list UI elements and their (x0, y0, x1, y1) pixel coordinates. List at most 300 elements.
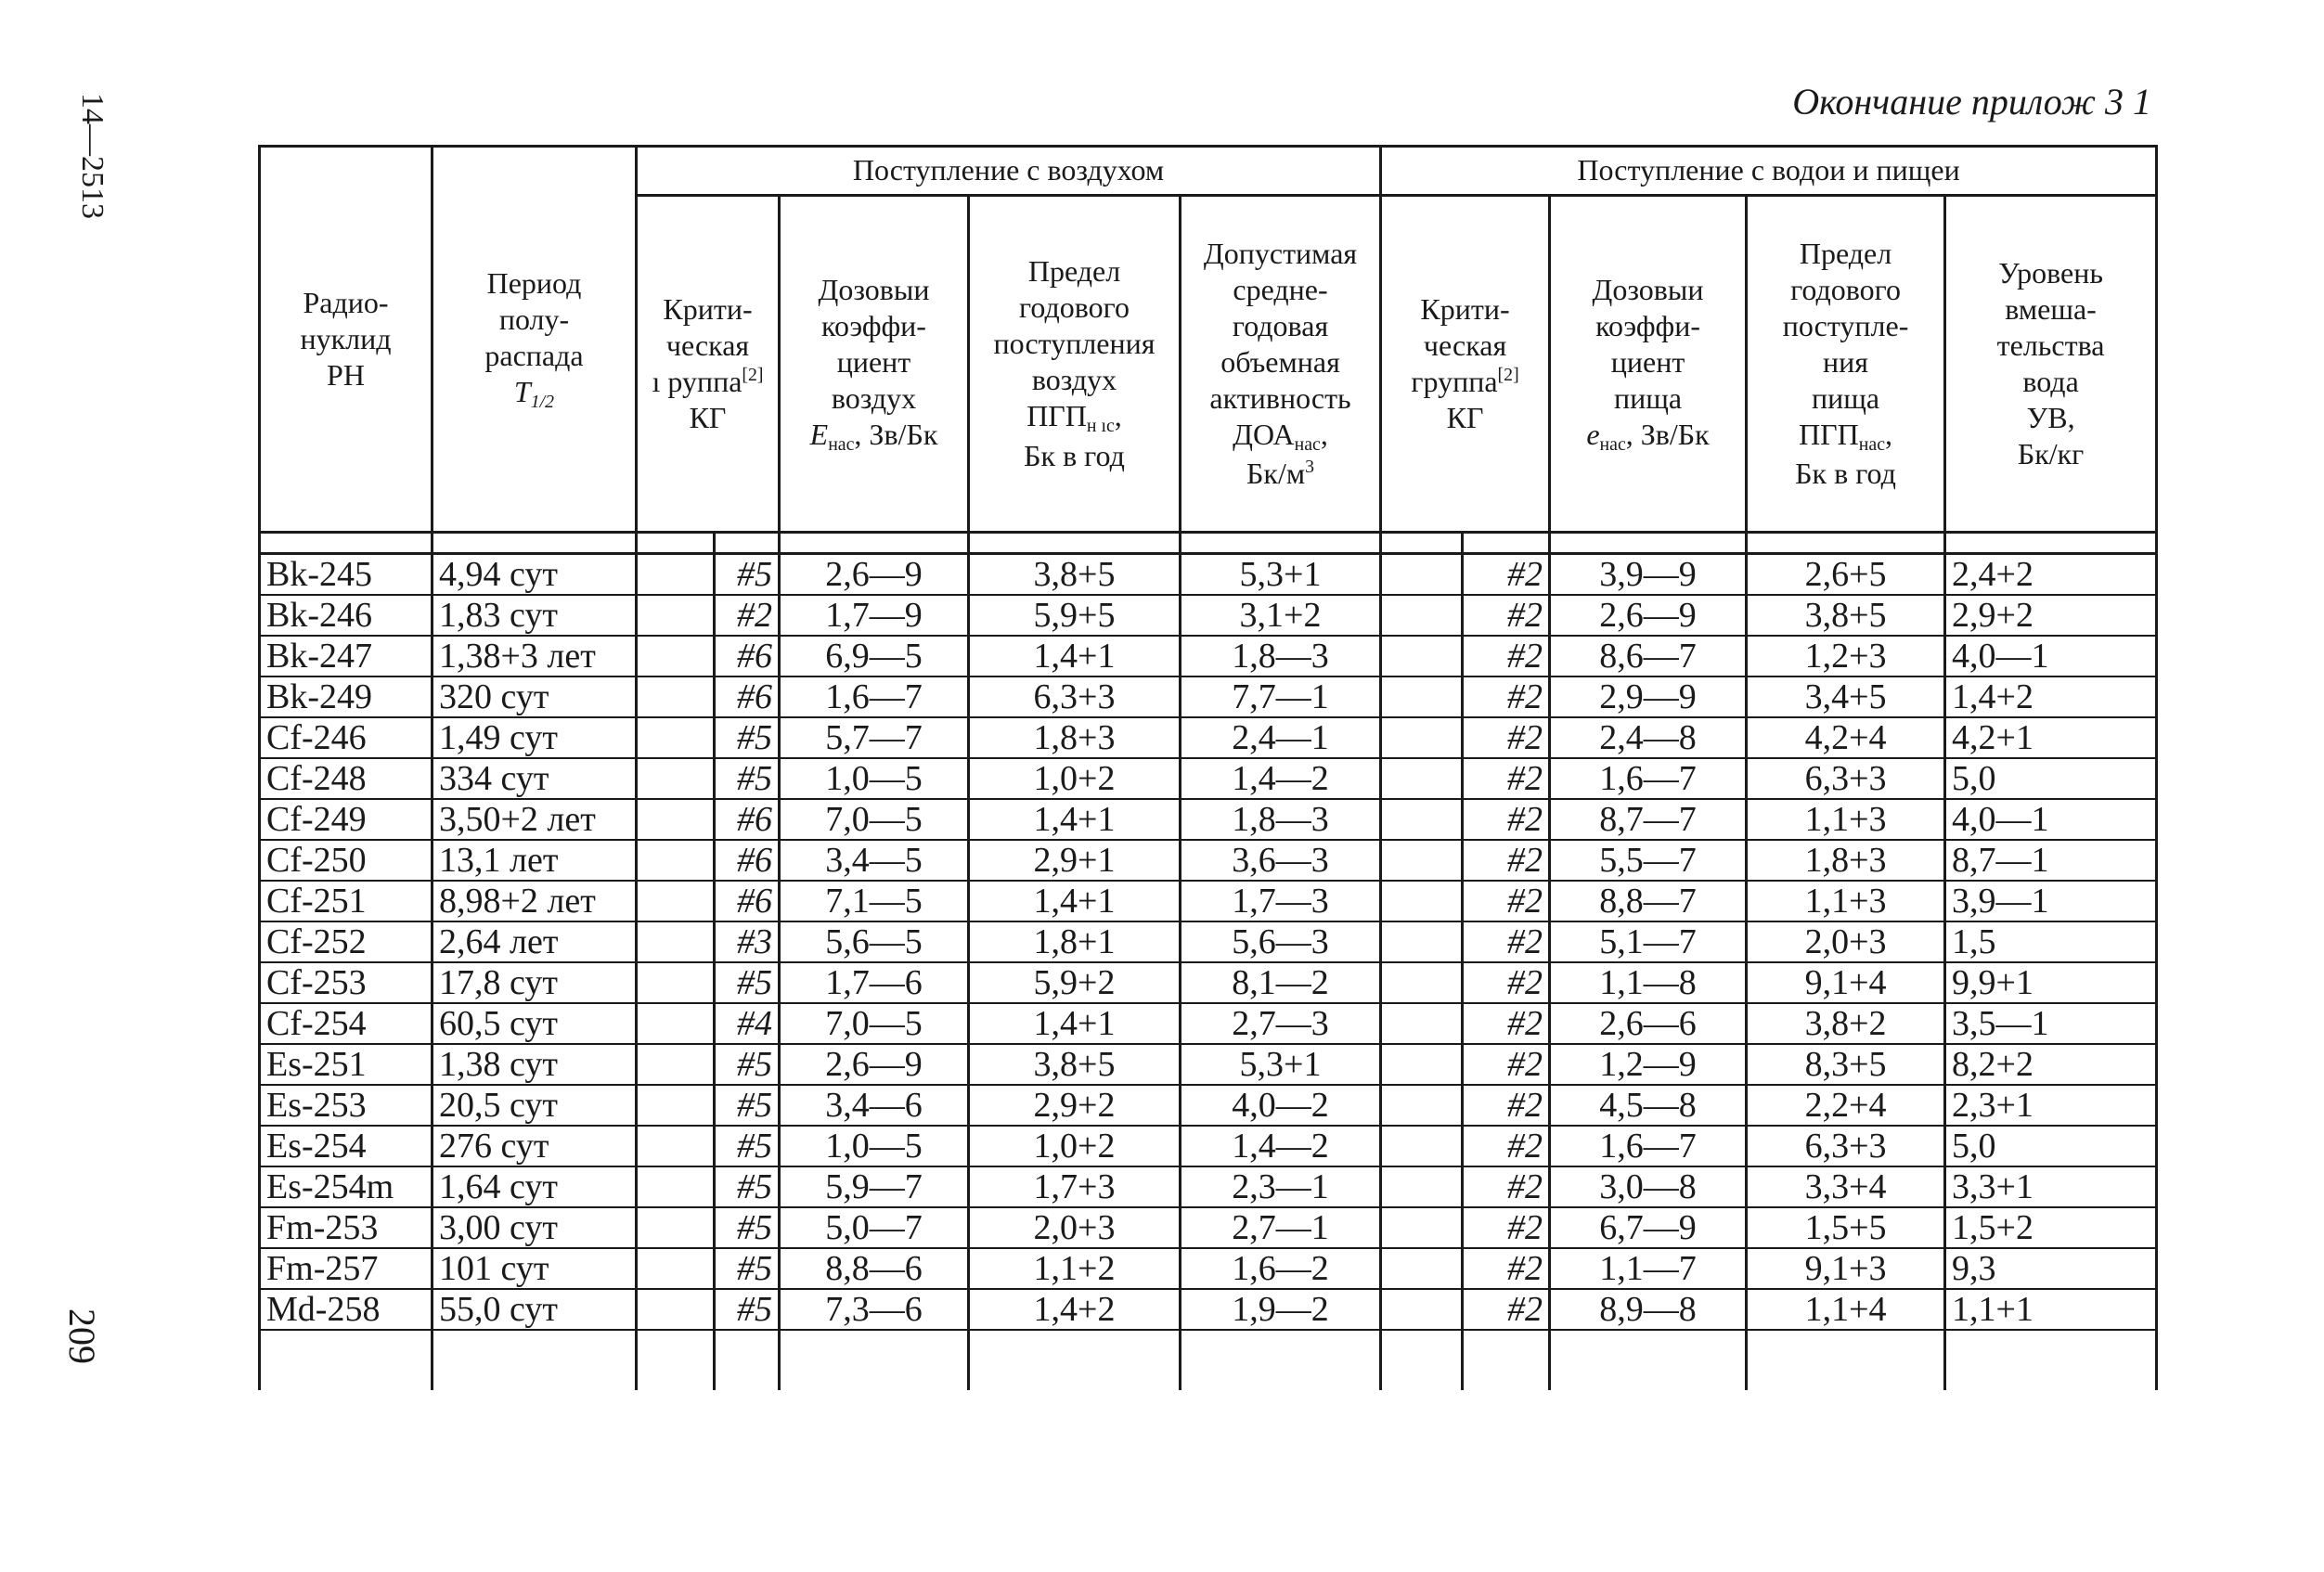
annual-limit-air-cell: 1,0+2 (969, 758, 1181, 799)
radionuclide-table (258, 145, 2158, 1390)
dose-coef-water-cell: 2,9—9 (1550, 676, 1747, 717)
header-annual-limit-air: Предел годового поступления воздух $ПГП_{н ıс}$, Бк в год (969, 196, 1181, 533)
intervention-level-cell: 9,3 (1945, 1248, 2157, 1289)
critical-group-air-cell: #6 (715, 676, 780, 717)
annual-limit-air-cell: 1,4+1 (969, 881, 1181, 921)
allowed-activity-cell: 2,3—1 (1181, 1166, 1381, 1207)
allowed-activity-cell: 1,4—2 (1181, 758, 1381, 799)
allowed-activity-cell: 2,4—1 (1181, 717, 1381, 758)
blank-cell (1550, 1330, 1747, 1390)
blank-cell (637, 962, 715, 1003)
unit: Бк в год (1795, 457, 1896, 491)
critical-group-water-cell: #2 (1463, 1207, 1550, 1248)
blank-cell (637, 1044, 715, 1085)
header-line: объемная (1220, 344, 1340, 379)
dose-coef-water-cell: 1,1—8 (1550, 962, 1747, 1003)
annual-limit-air-cell: 2,0+3 (969, 1207, 1181, 1248)
table-row (260, 799, 2157, 840)
table-tail-row (260, 1330, 2157, 1390)
blank-cell (637, 1289, 715, 1330)
critical-group-water-cell: #2 (1463, 758, 1550, 799)
annual-limit-air-cell: 2,9+2 (969, 1085, 1181, 1126)
blank-cell (1381, 636, 1463, 676)
table-row (260, 1085, 2157, 1126)
blank-cell (637, 1330, 715, 1390)
header-half-life-line: полу- (498, 302, 570, 336)
table-row (260, 636, 2157, 676)
header-line: УВ, (2026, 401, 2075, 435)
subscript: нас (1858, 433, 1885, 455)
annual-limit-air-cell: 5,9+5 (969, 595, 1181, 636)
header-nuclide-line: нуклид (300, 321, 392, 355)
dose-coef-water-cell: 8,7—7 (1550, 799, 1747, 840)
annual-limit-air-cell: 1,0+2 (969, 1126, 1181, 1166)
half-life-cell: 101 сут (433, 1248, 637, 1289)
superscript: 3 (1305, 457, 1314, 478)
blank-cell (1381, 1330, 1463, 1390)
intervention-level-cell: 4,0—1 (1945, 636, 2157, 676)
header-line: Уровень (1998, 255, 2103, 290)
nuclide-cell: Es-254 (260, 1126, 433, 1166)
half-life-cell: 20,5 сут (433, 1085, 637, 1126)
critical-group-air-cell: #4 (715, 1003, 780, 1044)
header-critical-group-water (1381, 196, 1550, 533)
critical-group-air-cell: #6 (715, 881, 780, 921)
subscript: нас (828, 433, 855, 455)
header-nuclide-line: РН (327, 358, 365, 393)
annual-limit-water-cell: 1,1+3 (1747, 881, 1945, 921)
header-line: пища (1613, 380, 1683, 415)
intervention-level-cell: 5,0 (1945, 758, 2157, 799)
critical-group-air-cell: #5 (715, 1166, 780, 1207)
blank-cell (1381, 1085, 1463, 1126)
dose-coef-air-cell: 1,0—5 (780, 1126, 969, 1166)
nuclide-cell: Cf-251 (260, 881, 433, 921)
dose-coef-air-cell: 5,9—7 (780, 1166, 969, 1207)
header-critical-group-air (637, 196, 780, 533)
subscript: нас (1599, 433, 1626, 455)
nuclide-cell: Es-251 (260, 1044, 433, 1085)
intervention-level-cell: 1,5 (1945, 921, 2157, 962)
header-line: Крити- (1420, 291, 1510, 326)
critical-group-air-cell: #6 (715, 636, 780, 676)
critical-group-water-cell: #2 (1463, 881, 1550, 921)
annual-limit-air-cell: 6,3+3 (969, 676, 1181, 717)
intervention-level-cell: 8,7—1 (1945, 840, 2157, 881)
allowed-activity-cell: 3,6—3 (1181, 840, 1381, 881)
unit: , Зв/Бк (854, 417, 938, 451)
nuclide-cell: Fm-257 (260, 1248, 433, 1289)
nuclide-cell: Cf-250 (260, 840, 433, 881)
blank-cell (637, 1207, 715, 1248)
blank-cell (637, 799, 715, 840)
header-line: вмеша- (2005, 291, 2097, 326)
annual-limit-water-cell: 8,3+5 (1747, 1044, 1945, 1085)
annual-limit-water-cell: 2,2+4 (1747, 1085, 1945, 1126)
header-line: поступле- (1782, 308, 1909, 342)
table-body (260, 533, 2157, 1391)
nuclide-cell: Cf-249 (260, 799, 433, 840)
annual-limit-air-cell: 1,4+2 (969, 1289, 1181, 1330)
intervention-level-cell: 9,9+1 (1945, 962, 2157, 1003)
dose-coef-air-cell: 7,1—5 (780, 881, 969, 921)
header-line: Дозовыи (818, 272, 930, 306)
blank-cell (715, 1330, 780, 1390)
critical-group-water-cell: #2 (1463, 1085, 1550, 1126)
dose-coef-air-cell: 5,7—7 (780, 717, 969, 758)
allowed-activity-cell: 7,7—1 (1181, 676, 1381, 717)
dose-coef-water-cell: 1,6—7 (1550, 758, 1747, 799)
nuclide-cell: Es-253 (260, 1085, 433, 1126)
header-line: группа (1411, 365, 1498, 398)
header-line: циент (1610, 344, 1685, 379)
critical-group-water-cell: #2 (1463, 1166, 1550, 1207)
dose-coef-air-cell: 1,6—7 (780, 676, 969, 717)
blank-cell (1381, 676, 1463, 717)
dose-coef-water-cell: 1,1—7 (1550, 1248, 1747, 1289)
intervention-level-cell: 1,1+1 (1945, 1289, 2157, 1330)
nuclide-cell: Es-254m (260, 1166, 433, 1207)
allowed-activity-cell: 5,3+1 (1181, 1044, 1381, 1085)
header-line: тельства (1996, 328, 2105, 362)
critical-group-air-cell: #5 (715, 1085, 780, 1126)
annual-limit-water-cell: 2,0+3 (1747, 921, 1945, 962)
blank-cell (1381, 840, 1463, 881)
half-life-symbol: T (513, 374, 531, 408)
intervention-level-cell: 4,2+1 (1945, 717, 2157, 758)
symbol: ПГП (1799, 417, 1859, 451)
dose-coef-air-cell: 3,4—5 (780, 840, 969, 881)
annual-limit-water-cell: 9,1+3 (1747, 1248, 1945, 1289)
blank-cell (637, 595, 715, 636)
unit: Бк в год (1024, 438, 1125, 472)
intervention-level-cell: 3,9—1 (1945, 881, 2157, 921)
table-row (260, 1044, 2157, 1085)
header-line: поступления (993, 327, 1156, 361)
intervention-level-cell: 2,3+1 (1945, 1085, 2157, 1126)
critical-group-air-cell: #5 (715, 1289, 780, 1330)
half-life-cell: 3,50+2 лет (433, 799, 637, 840)
table-row (260, 676, 2157, 717)
footnote-ref: [2] (742, 365, 764, 386)
critical-group-water-cell: #2 (1463, 554, 1550, 596)
annual-limit-water-cell: 1,1+3 (1747, 799, 1945, 840)
annual-limit-water-cell: 3,8+2 (1747, 1003, 1945, 1044)
critical-group-water-cell: #2 (1463, 921, 1550, 962)
blank-cell (637, 1003, 715, 1044)
annual-limit-water-cell: 3,4+5 (1747, 676, 1945, 717)
half-life-cell: 1,83 сут (433, 595, 637, 636)
annual-limit-air-cell: 1,4+1 (969, 1003, 1181, 1044)
allowed-activity-cell: 3,1+2 (1181, 595, 1381, 636)
header-half-life (433, 147, 637, 533)
blank-cell (1381, 881, 1463, 921)
header-line: Крити- (663, 291, 753, 326)
header-annual-limit-water: Предел годового поступле- ния пища $ПГП_{нас}$, Бк в год (1747, 196, 1945, 533)
table-row (260, 921, 2157, 962)
intervention-level-cell: 8,2+2 (1945, 1044, 2157, 1085)
header-line: годовая (1232, 308, 1329, 342)
dose-coef-water-cell: 8,9—8 (1550, 1289, 1747, 1330)
dose-coef-water-cell: 4,5—8 (1550, 1085, 1747, 1126)
blank-cell (637, 676, 715, 717)
header-line: Предел (1799, 236, 1892, 270)
intervention-level-cell: 3,3+1 (1945, 1166, 2157, 1207)
annual-limit-air-cell: 1,1+2 (969, 1248, 1181, 1289)
dose-coef-air-cell: 5,6—5 (780, 921, 969, 962)
critical-group-air-cell: #2 (715, 595, 780, 636)
intervention-level-cell: 4,0—1 (1945, 799, 2157, 840)
dose-coef-air-cell: 2,6—9 (780, 554, 969, 596)
nuclide-cell: Bk-249 (260, 676, 433, 717)
half-life-cell: 2,64 лет (433, 921, 637, 962)
header-line: Дозовыи (1592, 272, 1704, 306)
blank-cell (1381, 1003, 1463, 1044)
critical-group-water-cell: #2 (1463, 595, 1550, 636)
dose-coef-water-cell: 1,2—9 (1550, 1044, 1747, 1085)
blank-cell (1381, 921, 1463, 962)
header-line: Допустимая (1203, 236, 1358, 270)
critical-group-air-cell: #6 (715, 840, 780, 881)
unit: Бк/м (1246, 457, 1306, 491)
blank-cell (637, 1248, 715, 1289)
nuclide-cell: Bk-246 (260, 595, 433, 636)
table-row (260, 1289, 2157, 1330)
table-row (260, 1003, 2157, 1044)
half-life-cell: 1,64 сут (433, 1166, 637, 1207)
annual-limit-air-cell: 1,4+1 (969, 799, 1181, 840)
nuclide-cell: Cf-246 (260, 717, 433, 758)
blank-cell (1945, 1330, 2157, 1390)
blank-cell (1381, 1289, 1463, 1330)
nuclide-cell: Cf-252 (260, 921, 433, 962)
annual-limit-water-cell: 3,8+5 (1747, 595, 1945, 636)
header-dose-coef-water (1550, 196, 1747, 533)
page-number: 209 (61, 1308, 103, 1364)
blank-cell (1381, 1166, 1463, 1207)
annual-limit-water-cell: 1,2+3 (1747, 636, 1945, 676)
annual-limit-water-cell: 1,1+4 (1747, 1289, 1945, 1330)
dose-coef-water-cell: 6,7—9 (1550, 1207, 1747, 1248)
allowed-activity-cell: 1,8—3 (1181, 799, 1381, 840)
header-line: годового (1790, 272, 1901, 306)
table-caption: Окончание прилож 3 1 (1792, 81, 2151, 122)
half-life-cell: 334 сут (433, 758, 637, 799)
blank-cell (1381, 962, 1463, 1003)
dose-coef-water-cell: 5,1—7 (1550, 921, 1747, 962)
group-air-intake: Поступление с воздухом (637, 147, 1381, 196)
allowed-activity-cell: 1,8—3 (1181, 636, 1381, 676)
header-line: Предел (1027, 254, 1121, 289)
critical-group-water-cell: #2 (1463, 1289, 1550, 1330)
allowed-activity-cell: 1,4—2 (1181, 1126, 1381, 1166)
allowed-activity-cell: 5,3+1 (1181, 554, 1381, 596)
blank-cell (1381, 1207, 1463, 1248)
dose-coef-air-cell: 6,9—5 (780, 636, 969, 676)
header-line: ния (1823, 344, 1869, 379)
table-row (260, 1207, 2157, 1248)
table-row (260, 881, 2157, 921)
dose-coef-water-cell: 2,4—8 (1550, 717, 1747, 758)
header-line: пища (1811, 380, 1880, 415)
header-line: воздух (1031, 363, 1117, 397)
blank-cell (637, 840, 715, 881)
critical-group-water-cell: #2 (1463, 962, 1550, 1003)
header-dose-coef-air (780, 196, 969, 533)
half-life-cell: 320 сут (433, 676, 637, 717)
half-life-subscript: 1/2 (530, 391, 555, 412)
unit: , Зв/Бк (1625, 417, 1710, 451)
table-row (260, 717, 2157, 758)
header-line: ческая (665, 328, 750, 362)
annual-limit-air-cell: 1,8+1 (969, 921, 1181, 962)
blank-cell (1381, 595, 1463, 636)
dose-coef-water-cell: 8,6—7 (1550, 636, 1747, 676)
header-line: Бк/кг (2017, 437, 2085, 471)
dose-coef-water-cell: 8,8—7 (1550, 881, 1747, 921)
critical-group-air-cell: #5 (715, 1126, 780, 1166)
header-line: КГ (1446, 401, 1484, 435)
blank-cell (637, 1126, 715, 1166)
symbol: ПГП (1026, 399, 1087, 433)
annual-limit-water-cell: 3,3+4 (1747, 1166, 1945, 1207)
blank-cell (1463, 1330, 1550, 1390)
half-life-cell: 276 сут (433, 1126, 637, 1166)
blank-cell (637, 1166, 715, 1207)
nuclide-cell: Cf-248 (260, 758, 433, 799)
annual-limit-water-cell: 1,8+3 (1747, 840, 1945, 881)
dose-coef-air-cell: 5,0—7 (780, 1207, 969, 1248)
header-intervention-level (1945, 196, 2157, 533)
header-line: годового (1019, 290, 1130, 325)
blank-cell (637, 1085, 715, 1126)
header-line: коэффи- (821, 308, 926, 342)
blank-cell (1381, 758, 1463, 799)
dose-coef-air-cell: 1,7—9 (780, 595, 969, 636)
allowed-activity-cell: 1,7—3 (1181, 881, 1381, 921)
nuclide-cell: Bk-247 (260, 636, 433, 676)
dose-coef-water-cell: 5,5—7 (1550, 840, 1747, 881)
allowed-activity-cell: 8,1—2 (1181, 962, 1381, 1003)
dose-coef-air-cell: 1,7—6 (780, 962, 969, 1003)
intervention-level-cell: 3,5—1 (1945, 1003, 2157, 1044)
annual-limit-water-cell: 2,6+5 (1747, 554, 1945, 596)
header-line: циент (836, 344, 911, 379)
intervention-level-cell: 2,9+2 (1945, 595, 2157, 636)
blank-cell (433, 1330, 637, 1390)
table-row (260, 840, 2157, 881)
blank-cell (780, 1330, 969, 1390)
header-line: активность (1209, 380, 1351, 415)
annual-limit-air-cell: 1,4+1 (969, 636, 1181, 676)
header-line: ческая (1423, 328, 1507, 362)
header-line: ı руппа (652, 365, 742, 398)
critical-group-air-cell: #5 (715, 962, 780, 1003)
half-life-cell: 1,38 сут (433, 1044, 637, 1085)
blank-cell (637, 758, 715, 799)
critical-group-air-cell: #5 (715, 554, 780, 596)
symbol: e (1586, 417, 1600, 451)
header-line: коэффи- (1595, 308, 1700, 342)
symbol: ДОА (1233, 417, 1295, 451)
intervention-level-cell: 1,5+2 (1945, 1207, 2157, 1248)
critical-group-air-cell: #3 (715, 921, 780, 962)
header-nuclide-line: Радио- (303, 285, 389, 319)
dose-coef-air-cell: 7,0—5 (780, 1003, 969, 1044)
critical-group-air-cell: #6 (715, 799, 780, 840)
blank-cell (1381, 1126, 1463, 1166)
dose-coef-water-cell: 3,0—8 (1550, 1166, 1747, 1207)
annual-limit-water-cell: 6,3+3 (1747, 1126, 1945, 1166)
header-line: средне- (1233, 272, 1328, 306)
nuclide-cell: Md-258 (260, 1289, 433, 1330)
critical-group-air-cell: #5 (715, 1207, 780, 1248)
dose-coef-air-cell: 7,3—6 (780, 1289, 969, 1330)
header-allowed-activity: Допустимая средне- годовая объемная активность $ДОА_{нас}$, $Бк/м^3$ (1181, 196, 1381, 533)
half-life-cell: 17,8 сут (433, 962, 637, 1003)
dose-coef-air-cell: 7,0—5 (780, 799, 969, 840)
intervention-level-cell: 2,4+2 (1945, 554, 2157, 596)
table-row (260, 554, 2157, 596)
dose-coef-water-cell: 2,6—6 (1550, 1003, 1747, 1044)
allowed-activity-cell: 4,0—2 (1181, 1085, 1381, 1126)
table-row (260, 758, 2157, 799)
critical-group-water-cell: #2 (1463, 717, 1550, 758)
blank-cell (260, 1330, 433, 1390)
annual-limit-water-cell: 9,1+4 (1747, 962, 1945, 1003)
dose-coef-water-cell: 3,9—9 (1550, 554, 1747, 596)
nuclide-cell: Fm-253 (260, 1207, 433, 1248)
allowed-activity-cell: 2,7—3 (1181, 1003, 1381, 1044)
dose-coef-air-cell: 8,8—6 (780, 1248, 969, 1289)
header-line: воздух (831, 380, 917, 415)
half-life-cell: 8,98+2 лет (433, 881, 637, 921)
critical-group-water-cell: #2 (1463, 1003, 1550, 1044)
annual-limit-air-cell: 1,8+3 (969, 717, 1181, 758)
table-row (260, 1166, 2157, 1207)
table-row (260, 1248, 2157, 1289)
critical-group-air-cell: #5 (715, 758, 780, 799)
allowed-activity-cell: 5,6—3 (1181, 921, 1381, 962)
nuclide-cell: Cf-254 (260, 1003, 433, 1044)
document-code: 14—2513 (75, 93, 110, 219)
table-row (260, 962, 2157, 1003)
header-line: вода (2022, 365, 2079, 398)
critical-group-water-cell: #2 (1463, 799, 1550, 840)
blank-cell (637, 717, 715, 758)
dose-coef-air-cell: 2,6—9 (780, 1044, 969, 1085)
dose-coef-air-cell: 3,4—6 (780, 1085, 969, 1126)
table-row (260, 1126, 2157, 1166)
annual-limit-air-cell: 1,7+3 (969, 1166, 1181, 1207)
nuclide-cell: Cf-253 (260, 962, 433, 1003)
half-life-cell: 1,49 сут (433, 717, 637, 758)
critical-group-water-cell: #2 (1463, 636, 1550, 676)
annual-limit-air-cell: 5,9+2 (969, 962, 1181, 1003)
blank-cell (637, 636, 715, 676)
critical-group-air-cell: #5 (715, 1248, 780, 1289)
blank-cell (637, 554, 715, 596)
allowed-activity-cell: 1,6—2 (1181, 1248, 1381, 1289)
critical-group-water-cell: #2 (1463, 1126, 1550, 1166)
half-life-cell: 60,5 сут (433, 1003, 637, 1044)
critical-group-air-cell: #5 (715, 717, 780, 758)
allowed-activity-cell: 2,7—1 (1181, 1207, 1381, 1248)
table-row (260, 595, 2157, 636)
blank-cell (637, 881, 715, 921)
blank-cell (1381, 799, 1463, 840)
annual-limit-air-cell: 2,9+1 (969, 840, 1181, 881)
